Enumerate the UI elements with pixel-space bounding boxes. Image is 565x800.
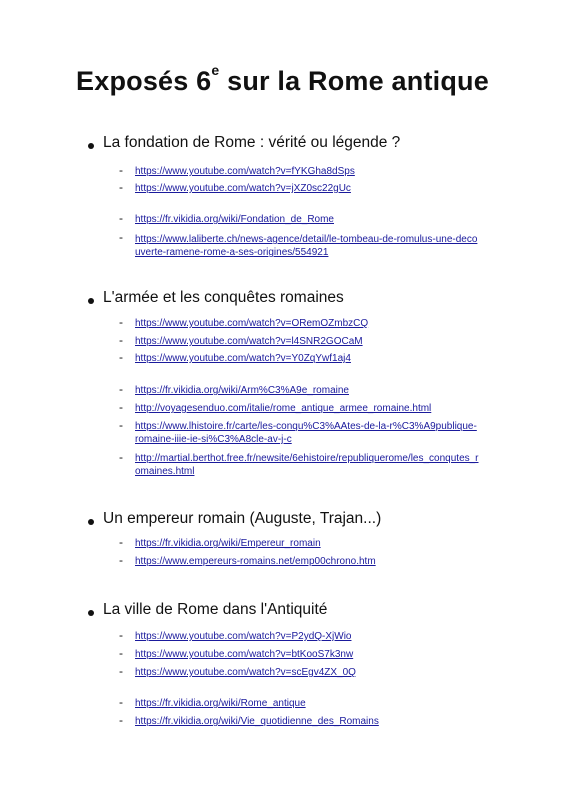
- link[interactable]: https://fr.vikidia.org/wiki/Arm%C3%A9e_romaine: [135, 385, 349, 396]
- dash-icon: -: [119, 628, 123, 642]
- dash-icon: -: [119, 163, 123, 177]
- bullet-icon: [88, 610, 94, 616]
- page-title: [0, 62, 565, 97]
- dash-icon: -: [119, 211, 123, 225]
- dash-icon: -: [119, 350, 123, 364]
- dash-icon: -: [119, 418, 123, 432]
- bullet-icon: [88, 298, 94, 304]
- link[interactable]: https://www.lhistoire.fr/carte/les-conqu%C3%AAtes-de-la-r%C3%A9publique-romaine-iiie-ie-si%C3%A8cle-av-j-c: [135, 421, 477, 445]
- link[interactable]: https://www.youtube.com/watch?v=P2ydQ-XjWio: [135, 631, 352, 642]
- link[interactable]: https://fr.vikidia.org/wiki/Rome_antique: [135, 698, 306, 709]
- dash-icon: -: [119, 400, 123, 414]
- section-heading: La ville de Rome dans l'Antiquité: [103, 601, 328, 618]
- link[interactable]: https://www.youtube.com/watch?v=l4SNR2GOCaM: [135, 336, 363, 347]
- bullet-icon: [88, 143, 94, 149]
- link[interactable]: https://www.youtube.com/watch?v=scEgv4ZX_0Q: [135, 667, 356, 678]
- link[interactable]: http://martial.berthot.free.fr/newsite/6ehistoire/republiquerome/les_conqutes_romaines.html: [135, 453, 479, 477]
- link[interactable]: https://www.youtube.com/watch?v=jXZ0sc22gUc: [135, 183, 351, 194]
- link[interactable]: https://www.youtube.com/watch?v=ORemOZmbzCQ: [135, 318, 369, 329]
- dash-icon: -: [119, 664, 123, 678]
- link[interactable]: https://fr.vikidia.org/wiki/Vie_quotidienne_des_Romains: [135, 716, 379, 727]
- dash-icon: -: [119, 695, 123, 709]
- dash-icon: -: [119, 315, 123, 329]
- section-heading: Un empereur romain (Auguste, Trajan...): [103, 510, 382, 527]
- dash-icon: -: [119, 553, 123, 567]
- section-heading: L'armée et les conquêtes romaines: [103, 289, 344, 306]
- dash-icon: -: [119, 713, 123, 727]
- dash-icon: -: [119, 333, 123, 347]
- dash-icon: -: [119, 180, 123, 194]
- title-main: Exposés 6: [76, 66, 212, 96]
- dash-icon: -: [119, 535, 123, 549]
- title-superscript: e: [211, 62, 220, 78]
- link[interactable]: https://www.empereurs-romains.net/emp00chrono.htm: [135, 556, 376, 567]
- link[interactable]: https://www.youtube.com/watch?v=Y0ZqYwf1aj4: [135, 353, 351, 364]
- dash-icon: -: [119, 382, 123, 396]
- link[interactable]: https://www.youtube.com/watch?v=btKooS7k3nw: [135, 649, 354, 660]
- link[interactable]: http://voyagesenduo.com/italie/rome_antique_armee_romaine.html: [135, 403, 432, 414]
- dash-icon: -: [119, 230, 123, 244]
- dash-icon: -: [119, 450, 123, 464]
- link[interactable]: https://fr.vikidia.org/wiki/Fondation_de_Rome: [135, 214, 334, 225]
- link[interactable]: https://www.laliberte.ch/news-agence/detail/le-tombeau-de-romulus-une-decouverte-ramene-rome-a-ses-origines/554921: [135, 234, 478, 258]
- section-heading: La fondation de Rome : vérité ou légende ?: [103, 134, 401, 151]
- bullet-icon: [88, 519, 94, 525]
- link[interactable]: https://fr.vikidia.org/wiki/Empereur_romain: [135, 538, 321, 549]
- title-rest: sur la Rome antique: [219, 66, 489, 96]
- dash-icon: -: [119, 646, 123, 660]
- link[interactable]: https://www.youtube.com/watch?v=fYKGha8dSps: [135, 166, 355, 177]
